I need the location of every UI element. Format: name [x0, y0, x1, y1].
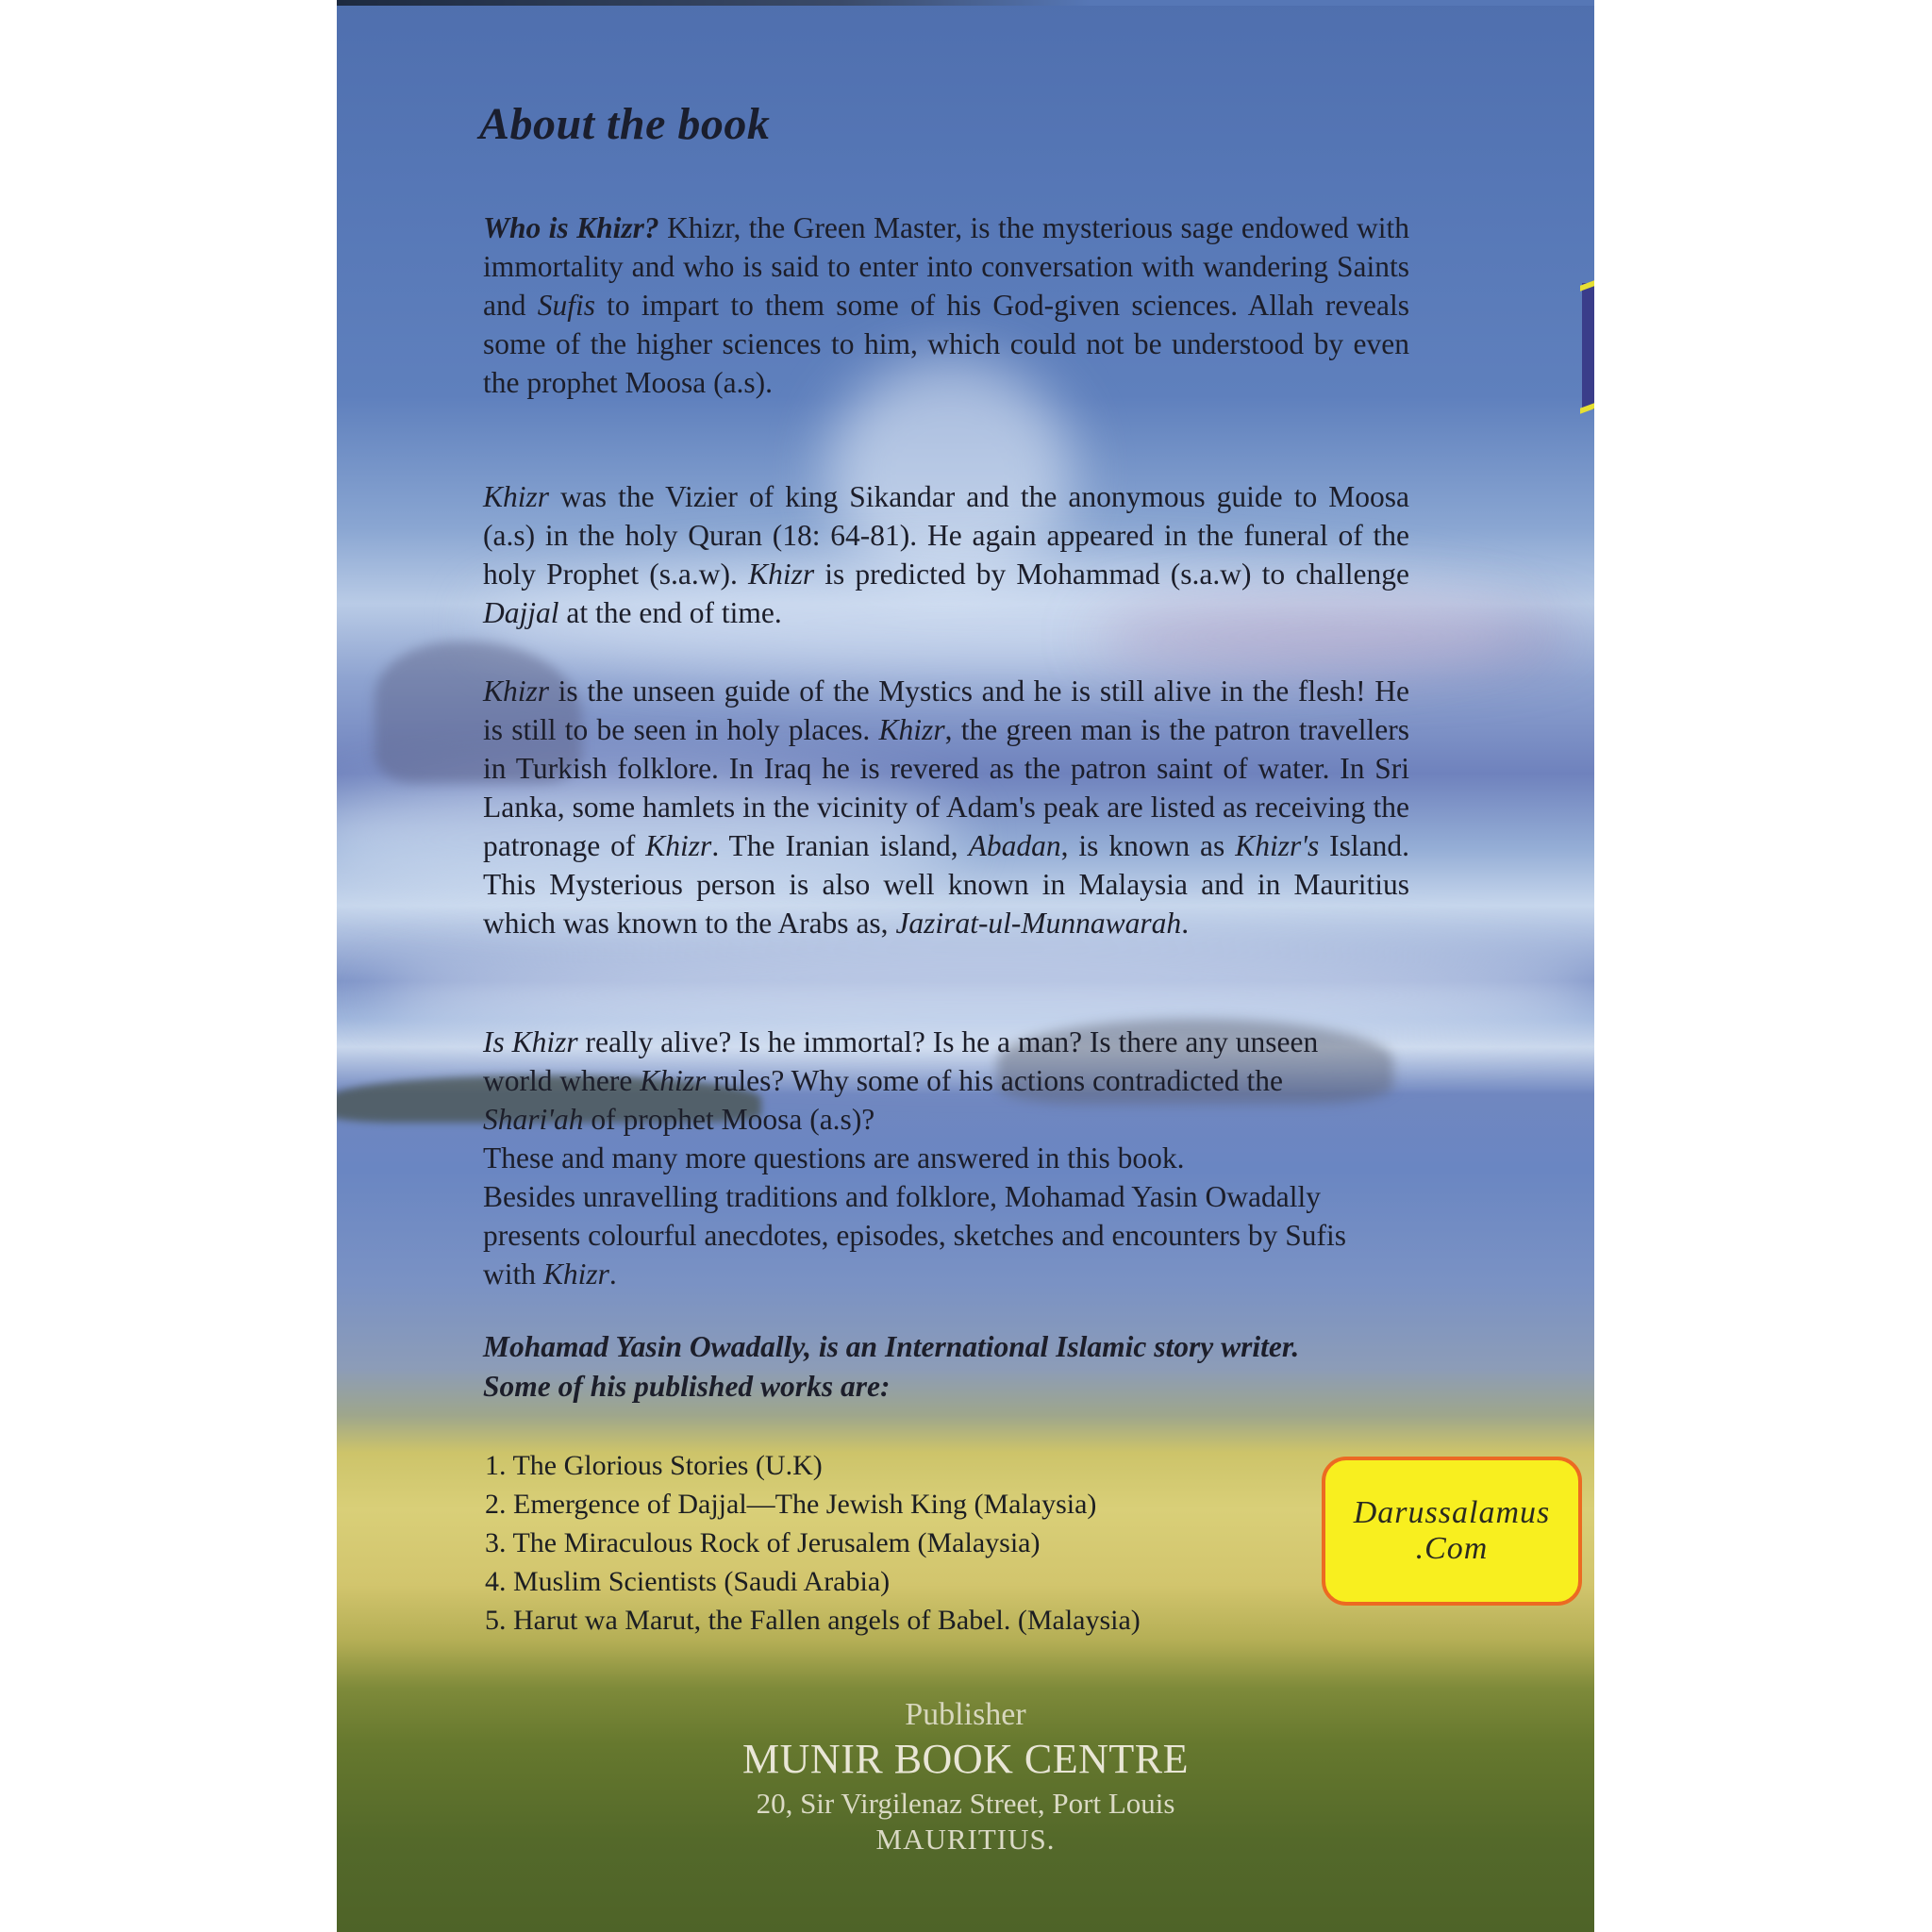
- list-item: 2. Emergence of Dajjal—The Jewish King (Malaysia): [485, 1489, 1097, 1520]
- publisher-country: MAURITIUS.: [875, 1823, 1056, 1856]
- paragraph-who-is-khizr: Who is Khizr? Khizr, the Green Master, is the mysterious sage endowed with immortality and who is said to enter into conversation with wandering Saints and Sufis to impart to them some of his God-given sciences. Allah reveals some of the higher sciences to him, which could not be understood by even the prophet Moosa (a.s).: [483, 211, 1410, 399]
- list-item: 5. Harut wa Marut, the Fallen angels of Babel. (Malaysia): [485, 1605, 1141, 1636]
- paragraph-questions: Is Khizr really alive? Is he immortal? Is he a man? Is there any unseen world where Khizr rules? Why some of his actions contradicted the Shari'ah of prophet Moosa (a.s)? These and many more questions are answered in this book. Besides unravelling traditions and folklore, Mohamad Yasin Owadally presents colourful anecdotes, episodes, sketches and encounters by Sufis with Khizr.: [483, 1025, 1347, 1291]
- list-item: 3. The Miraculous Rock of Jerusalem (Malaysia): [485, 1527, 1041, 1558]
- badge-line-2: .Com: [1415, 1531, 1489, 1566]
- publisher-name: MUNIR BOOK CENTRE: [742, 1736, 1189, 1782]
- spine-edge-band: [1582, 283, 1594, 409]
- published-works-list: [485, 1446, 1141, 1640]
- section-heading: About the book: [479, 99, 771, 149]
- author-bio: Mohamad Yasin Owadally, is an International Islamic story writer. Some of his published works are:: [483, 1330, 1300, 1403]
- paragraph-vizier: Khizr was the Vizier of king Sikandar and the anonymous guide to Moosa (a.s) in the holy Quran (18: 64-81). He again appeared in the funeral of the holy Prophet (s.a.w). Khizr is predicted by Mohammad (s.a.w) to challenge Dajjal at the end of time.: [483, 480, 1409, 629]
- lead-question: Who is Khizr?: [483, 211, 659, 244]
- watermark-badge: [1322, 1457, 1582, 1606]
- list-item: 4. Muslim Scientists (Saudi Arabia): [485, 1566, 891, 1597]
- list-item: 1. The Glorious Stories (U.K): [485, 1450, 823, 1481]
- paragraph-unseen-guide: Khizr is the unseen guide of the Mystics and he is still alive in the flesh! He is still to be seen in holy places. Khizr, the green man is the patron travellers in Turkish folklore. In Iraq he is revered as the patron saint of water. In Sri Lanka, some hamlets in the vicinity of Adam's peak are listed as receiving the patronage of Khizr. The Iranian island, Abadan, is known as Khizr's Island. This Mysterious person is also well known in Malaysia and in Mauritius which was known to the Arabs as, Jazirat-ul-Munnawarah.: [483, 675, 1410, 940]
- badge-line-1: Darussalamus: [1353, 1495, 1551, 1530]
- publisher-address: 20, Sir Virgilenaz Street, Port Louis: [756, 1787, 1175, 1820]
- publisher-block: [337, 1696, 1594, 1857]
- publisher-label: Publisher: [905, 1697, 1026, 1732]
